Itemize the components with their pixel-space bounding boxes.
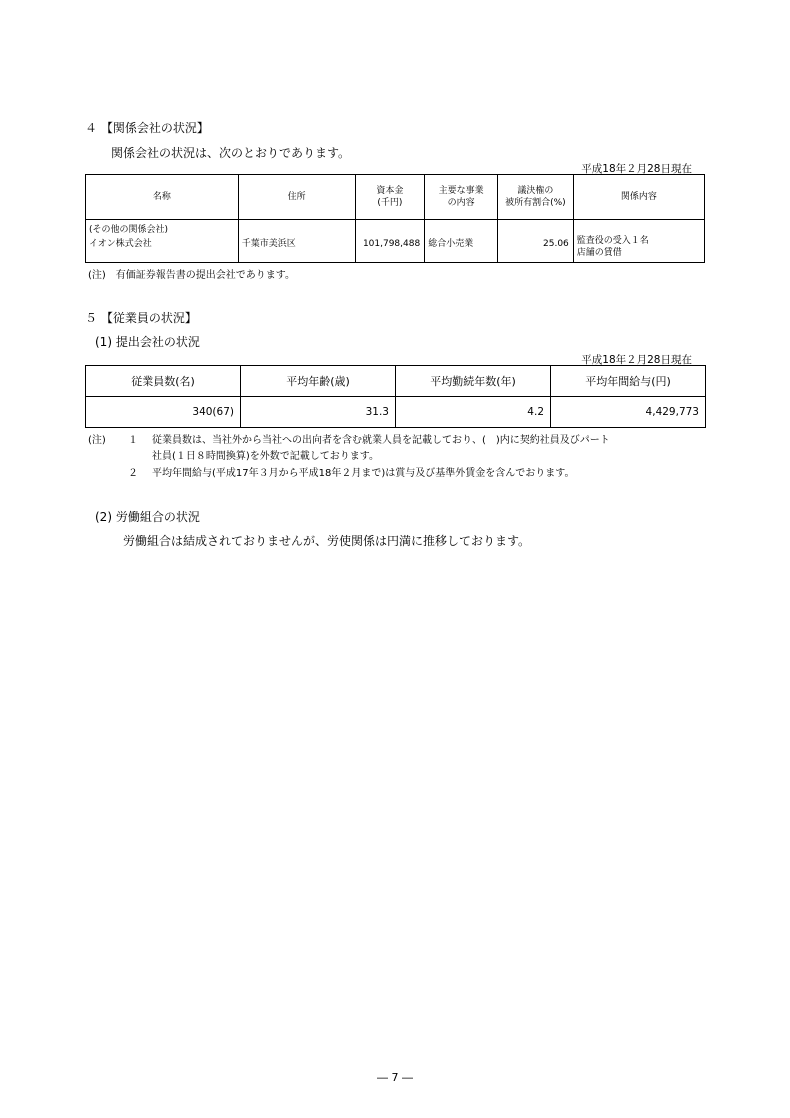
header-relation: 関係内容 xyxy=(573,175,704,220)
cell-relation xyxy=(573,220,704,263)
table-header-row xyxy=(86,366,706,397)
header-avg-age: 平均年齢(歳) xyxy=(241,366,396,397)
page-number: ― 7 ― xyxy=(377,1071,413,1084)
cell-address xyxy=(238,220,355,263)
header-name: 名称 xyxy=(86,175,239,220)
header-employees: 従業員数(名) xyxy=(86,366,241,397)
section4-heading: ４ 【関係会社の状況】 xyxy=(85,121,209,135)
header-capital: 資本金 (千円) xyxy=(355,175,425,220)
header-voting: 議決権の 被所有割合(%) xyxy=(497,175,573,220)
affiliate-business: 総合小売業 xyxy=(428,239,474,249)
section4-note: (注) 有価証券報告書の提出会社であります。 xyxy=(88,270,296,281)
section5-date: 平成18年２月28日現在 xyxy=(581,354,692,366)
note1-line1: 従業員数は、当社外から当社への出向者を含む就業人員を記載しており、( )内に契約社員及びパート xyxy=(152,435,610,446)
note1-line2: 社員(１日８時間換算)を外数で記載しております。 xyxy=(152,451,380,462)
section4-date: 平成18年２月28日現在 xyxy=(581,163,692,175)
affiliate-name: イオン株式会社 xyxy=(89,239,152,249)
note2-line: 平均年間給与(平成17年３月から平成18年２月まで)は賞与及び基準外賃金を含んでおります。 xyxy=(152,468,575,479)
cell-employees: 340(67) xyxy=(86,397,241,428)
note2-number: ２ xyxy=(128,468,138,479)
cell-name xyxy=(86,220,239,263)
header-address: 住所 xyxy=(238,175,355,220)
affiliate-voting: 25.06 xyxy=(543,239,569,249)
affiliate-category: (その他の関係会社) xyxy=(89,225,169,235)
table-row xyxy=(86,397,706,428)
table-header-row xyxy=(86,175,705,220)
cell-avg-age: 31.3 xyxy=(241,397,396,428)
union-text: 労働組合は結成されておりませんが、労使関係は円満に推移しております。 xyxy=(123,534,531,548)
cell-voting xyxy=(497,220,573,263)
cell-business xyxy=(425,220,498,263)
affiliate-relation: 監査役の受入１名 店舗の賃借 xyxy=(576,236,649,258)
affiliate-capital: 101,798,488 xyxy=(362,239,421,249)
section5-heading: ５ 【従業員の状況】 xyxy=(85,311,197,325)
section4-intro: 関係会社の状況は、次のとおりであります。 xyxy=(111,146,351,160)
employees-table xyxy=(85,365,706,428)
header-business: 主要な事業 の内容 xyxy=(425,175,498,220)
note1-number: １ xyxy=(128,435,138,446)
header-avg-tenure: 平均勤続年数(年) xyxy=(396,366,551,397)
section5-sub1: (1) 提出会社の状況 xyxy=(95,335,200,349)
table-row xyxy=(86,220,705,263)
affiliates-table xyxy=(85,174,705,263)
affiliate-address: 千葉市美浜区 xyxy=(241,239,296,249)
cell-capital xyxy=(355,220,425,263)
header-avg-salary: 平均年間給与(円) xyxy=(551,366,706,397)
cell-avg-tenure: 4.2 xyxy=(396,397,551,428)
note-label: (注) xyxy=(88,435,106,446)
section5-sub2: (2) 労働組合の状況 xyxy=(95,510,200,524)
cell-avg-salary: 4,429,773 xyxy=(551,397,706,428)
